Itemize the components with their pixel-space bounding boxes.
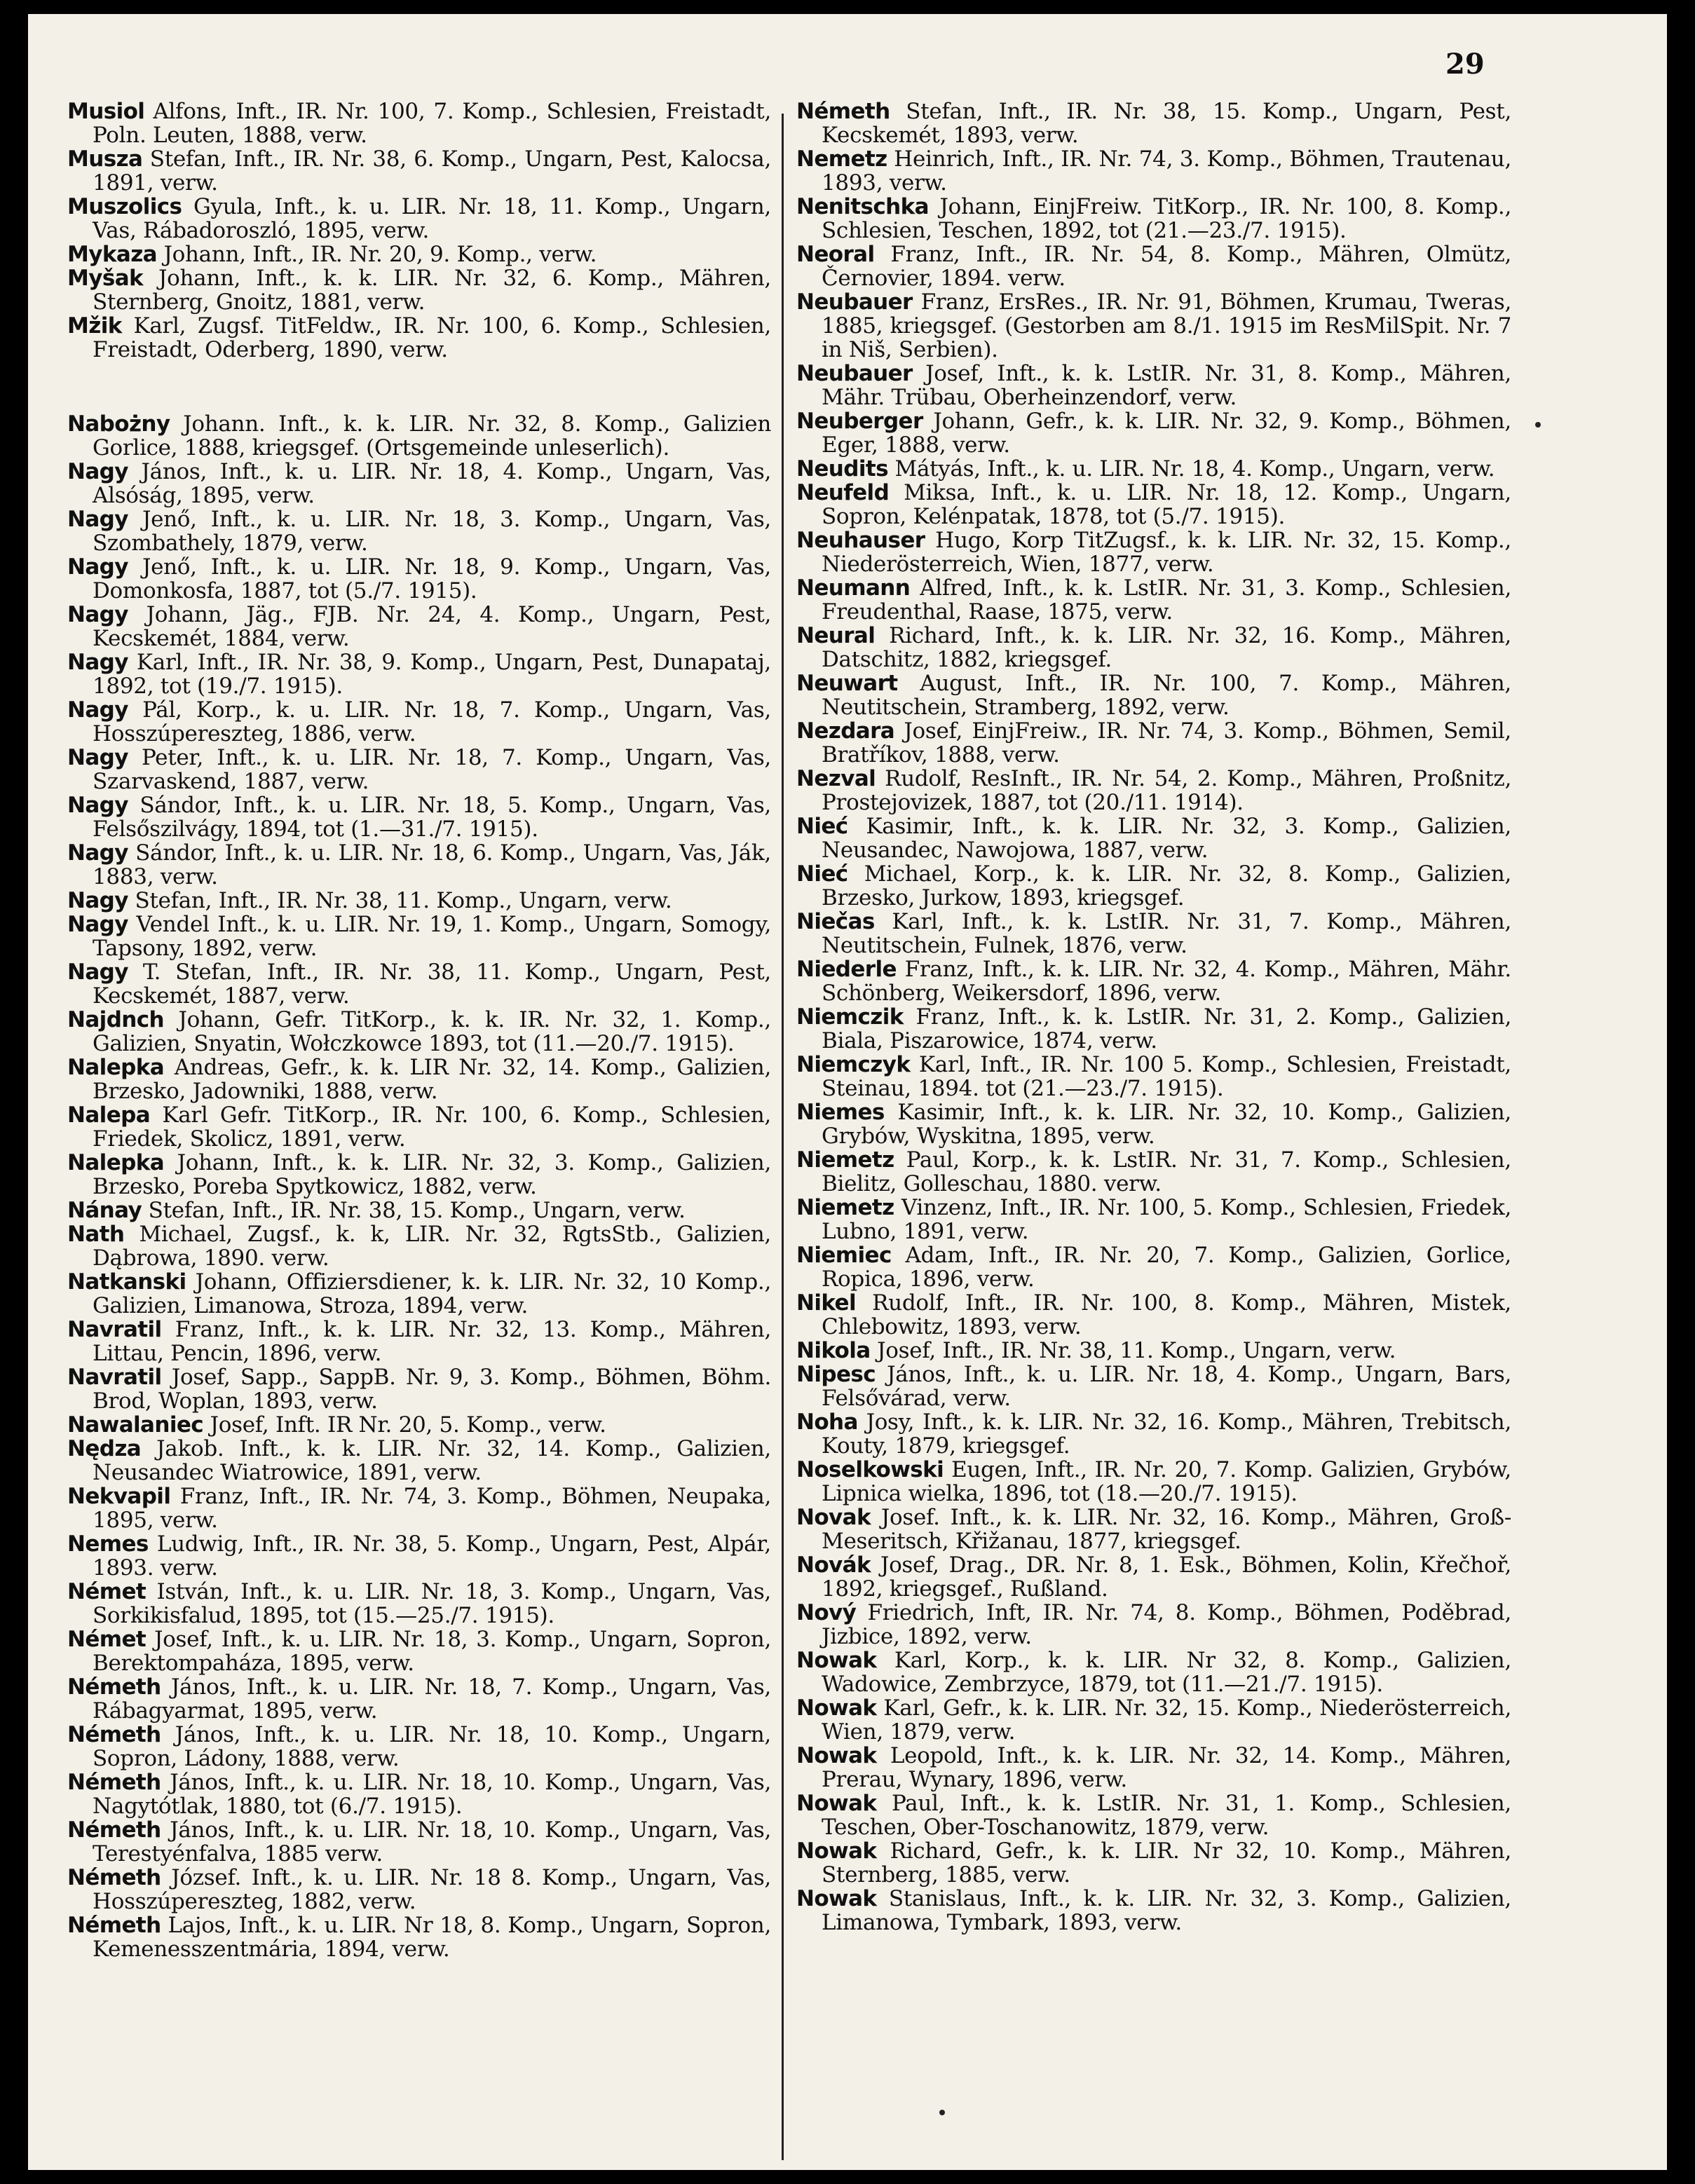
entry-details: T. Stefan, Inft., IR. Nr. 38, 11. Komp., Ungarn, Pest, Kecskemét, 1887, verw. bbox=[93, 960, 771, 1009]
entry-details: Lajos, Inft., k. u. LIR. Nr 18, 8. Komp., Ungarn, Sopron, Kemenesszentmária, 1894, verw. bbox=[93, 1913, 771, 1962]
entry-surname: Niečas bbox=[796, 909, 875, 934]
entry-surname: Neufeld bbox=[796, 480, 890, 505]
list-entry bbox=[67, 650, 771, 698]
entry-details: Josef, Inft., k. k. LstIR. Nr. 31, 8. Komp., Mähren, Mähr. Trübau, Oberheinzendorf, verw. bbox=[822, 361, 1511, 410]
list-entry bbox=[796, 671, 1511, 719]
list-entry bbox=[67, 1056, 771, 1103]
entry-surname: Nagy bbox=[67, 507, 128, 532]
entry-surname: Novak bbox=[796, 1505, 871, 1530]
entry-surname: Nenitschka bbox=[796, 194, 929, 219]
entry-surname: Nowak bbox=[796, 1695, 877, 1721]
entry-surname: Nagy bbox=[67, 554, 128, 580]
entry-details: Rudolf, Inft., IR. Nr. 100, 8. Komp., Mähren, Mistek, Chlebowitz, 1893, verw. bbox=[822, 1290, 1511, 1339]
entry-surname: Nagy bbox=[67, 888, 128, 913]
list-entry bbox=[796, 147, 1511, 195]
entry-details: János, Inft., k. u. LIR. Nr. 18, 4. Komp., Ungarn, Vas, Alsóság, 1895, verw. bbox=[93, 459, 771, 508]
entry-details: Gyula, Inft., k. u. LIR. Nr. 18, 11. Komp., Ungarn, Vas, Rábadoroszló, 1895, verw. bbox=[93, 194, 771, 243]
entry-surname: Niemczyk bbox=[796, 1052, 911, 1077]
entry-details: Johann, Jäg., FJB. Nr. 24, 4. Komp., Ungarn, Pest, Kecskemét, 1884, verw. bbox=[93, 602, 772, 651]
entry-surname: Nabożny bbox=[67, 411, 170, 437]
entry-details: Mátyás, Inft., k. u. LIR. Nr. 18, 4. Komp., Ungarn, verw. bbox=[894, 456, 1495, 482]
list-entry bbox=[67, 698, 771, 746]
entry-surname: Mžik bbox=[67, 313, 122, 339]
entry-surname: Nowak bbox=[796, 1838, 877, 1864]
entry-details: József. Inft., k. u. LIR. Nr. 18 8. Komp., Ungarn, Vas, Hosszúpereszteg, 1882, verw. bbox=[93, 1865, 771, 1914]
entry-details: Josef. Inft., k. k. LIR. Nr. 32, 16. Komp., Mähren, Groß-Meseritsch, Křižanau, 1877, kriegsgef. bbox=[822, 1505, 1511, 1554]
entry-details: Paul, Korp., k. k. LstIR. Nr. 31, 7. Komp., Schlesien, Bielitz, Golleschau, 1880. verw. bbox=[822, 1147, 1511, 1196]
entry-surname: Nemes bbox=[67, 1531, 149, 1557]
entry-details: Jakob. Inft., k. k. LIR. Nr. 32, 14. Komp., Galizien, Neusandec Wiatrowice, 1891, verw. bbox=[93, 1436, 771, 1485]
entry-surname: Neoral bbox=[796, 242, 875, 267]
list-entry bbox=[796, 362, 1511, 409]
list-entry bbox=[67, 793, 771, 841]
entry-details: Jenő, Inft., k. u. LIR. Nr. 18, 9. Komp., Ungarn, Vas, Domonkosfa, 1887, tot (5./7. 1915). bbox=[93, 554, 771, 603]
entry-surname: Nawalaniec bbox=[67, 1412, 204, 1438]
entry-details: Vendel Inft., k. u. LIR. Nr. 19, 1. Komp., Ungarn, Somogy, Tapsony, 1892, verw. bbox=[93, 912, 772, 961]
column-divider bbox=[782, 114, 784, 2160]
list-entry bbox=[796, 719, 1511, 767]
page-number: 29 bbox=[1445, 48, 1485, 81]
entry-surname: Navratil bbox=[67, 1317, 162, 1342]
entry-surname: Niemiec bbox=[796, 1243, 892, 1268]
entry-details: Johann, EinjFreiw. TitKorp., IR. Nr. 100, 8. Komp., Schlesien, Teschen, 1892, tot (21.—23./7. 1915). bbox=[822, 194, 1511, 243]
list-entry bbox=[67, 1270, 771, 1318]
entry-details: Leopold, Inft., k. k. LIR. Nr. 32, 14. Komp., Mähren, Prerau, Wynary, 1896, verw. bbox=[822, 1743, 1511, 1792]
list-entry bbox=[796, 1363, 1511, 1410]
list-entry bbox=[67, 1913, 771, 1961]
entry-details: Michael, Zugsf., k. k, LIR. Nr. 32, RgtsStb., Galizien, Dąbrowa, 1890. verw. bbox=[93, 1222, 771, 1271]
list-entry bbox=[796, 100, 1511, 147]
list-entry bbox=[67, 1365, 771, 1413]
list-entry bbox=[796, 528, 1511, 576]
entry-list-n bbox=[67, 412, 771, 1961]
list-entry bbox=[67, 960, 771, 1008]
entry-details: Karl, Inft., k. k. LstIR. Nr. 31, 7. Komp., Mähren, Neutitschein, Fulnek, 1876, verw. bbox=[822, 909, 1511, 958]
list-entry bbox=[796, 243, 1511, 290]
entry-details: János, Inft., k. u. LIR. Nr. 18, 4. Komp., Ungarn, Bars, Felsővárad, verw. bbox=[822, 1362, 1512, 1411]
entry-details: János, Inft., k. u. LIR. Nr. 18, 10. Komp., Ungarn, Sopron, Ládony, 1888, verw. bbox=[93, 1722, 771, 1771]
list-entry bbox=[67, 1866, 771, 1913]
list-entry bbox=[796, 1887, 1511, 1934]
entry-details: Karl, Korp., k. k. LIR. Nr 32, 8. Komp., Galizien, Wadowice, Zembrzyce, 1879, tot (11.—21./7. 1915). bbox=[822, 1648, 1512, 1697]
entry-details: Eugen, Inft., IR. Nr. 20, 7. Komp. Galizien, Grybów, Lipnica wielka, 1896, tot (18.—20./7. 1915). bbox=[822, 1457, 1511, 1506]
entry-surname: Niemczik bbox=[796, 1004, 904, 1030]
entry-surname: Noha bbox=[796, 1410, 858, 1435]
entry-surname: Niemes bbox=[796, 1100, 885, 1125]
list-entry bbox=[796, 576, 1511, 624]
list-entry bbox=[796, 1649, 1511, 1696]
entry-surname: Myšak bbox=[67, 266, 144, 291]
list-entry bbox=[796, 1005, 1511, 1053]
list-entry bbox=[796, 195, 1511, 243]
entry-details: Heinrich, Inft., IR. Nr. 74, 3. Komp., Böhmen, Trautenau, 1893, verw. bbox=[822, 146, 1512, 196]
entry-surname: Nagy bbox=[67, 697, 128, 723]
list-entry bbox=[796, 290, 1511, 362]
entry-surname: Németh bbox=[67, 1770, 161, 1795]
entry-details: Franz, Inft., k. k. LIR. Nr. 32, 13. Komp., Mähren, Littau, Pencin, 1896, verw. bbox=[93, 1317, 771, 1366]
entry-surname: Niemetz bbox=[796, 1195, 894, 1220]
list-entry bbox=[67, 889, 771, 913]
entry-details: Karl, Zugsf. TitFeldw., IR. Nr. 100, 6. Komp., Schlesien, Freistadt, Oderberg, 1890, verw. bbox=[93, 313, 771, 362]
list-entry bbox=[67, 1485, 771, 1532]
entry-surname: Neubauer bbox=[796, 289, 913, 315]
entry-surname: Nikel bbox=[796, 1290, 857, 1316]
entry-surname: Nalepka bbox=[67, 1055, 165, 1080]
list-entry bbox=[796, 862, 1511, 910]
list-entry bbox=[67, 603, 771, 650]
entry-details: Josy, Inft., k. k. LIR. Nr. 32, 16. Komp., Mähren, Trebitsch, Kouty, 1879, kriegsgef. bbox=[822, 1410, 1511, 1459]
list-entry bbox=[67, 412, 771, 460]
entry-surname: Nezdara bbox=[796, 718, 895, 744]
list-entry bbox=[67, 147, 771, 195]
entry-details: Ludwig, Inft., IR. Nr. 38, 5. Komp., Ungarn, Pest, Alpár, 1893. verw. bbox=[93, 1531, 771, 1581]
entry-details: Friedrich, Inft, IR. Nr. 74, 8. Komp., Böhmen, Poděbrad, Jizbice, 1892, verw. bbox=[822, 1600, 1511, 1649]
list-entry bbox=[796, 1100, 1511, 1148]
list-entry bbox=[67, 1770, 771, 1818]
entry-surname: Neural bbox=[796, 623, 876, 648]
entry-surname: Nieć bbox=[796, 861, 848, 887]
list-entry bbox=[796, 1696, 1511, 1744]
list-entry bbox=[796, 457, 1511, 481]
list-entry bbox=[67, 507, 771, 555]
entry-surname: Neumann bbox=[796, 575, 911, 601]
entry-surname: Neudits bbox=[796, 456, 888, 482]
list-entry bbox=[67, 100, 771, 147]
list-entry bbox=[67, 1103, 771, 1151]
entry-details: Johann, Inft., k. k. LIR. Nr. 32, 6. Komp., Mähren, Sternberg, Gnoitz, 1881, verw. bbox=[93, 266, 771, 315]
entry-surname: Nowak bbox=[796, 1743, 877, 1768]
list-entry bbox=[796, 1553, 1511, 1601]
entry-details: Johann, Gefr. TitKorp., k. k. IR. Nr. 32, 1. Komp., Galizien, Snyatin, Wołczkowce 1893, tot (11.—20./7. 1915). bbox=[93, 1007, 771, 1056]
entry-surname: Musza bbox=[67, 146, 143, 172]
entry-surname: Nový bbox=[796, 1600, 857, 1625]
entry-details: Paul, Inft., k. k. LstIR. Nr. 31, 1. Komp., Schlesien, Teschen, Ober-Toschanowitz, 1879, verw. bbox=[822, 1791, 1511, 1840]
list-entry bbox=[796, 481, 1511, 528]
list-entry bbox=[796, 1053, 1511, 1100]
entry-details: Stanislaus, Inft., k. k. LIR. Nr. 32, 3. Komp., Galizien, Limanowa, Tymbark, 1893, verw. bbox=[822, 1886, 1511, 1935]
list-entry bbox=[796, 1196, 1511, 1243]
entry-details: Miksa, Inft., k. u. LIR. Nr. 18, 12. Komp., Ungarn, Sopron, Kelénpatak, 1878, tot (5./7. 1915). bbox=[822, 480, 1511, 529]
list-entry bbox=[67, 195, 771, 243]
entry-details: Johann, Inft., IR. Nr. 20, 9. Komp., verw. bbox=[163, 242, 597, 267]
list-entry bbox=[67, 1199, 771, 1222]
entry-details: Franz, Inft., IR. Nr. 54, 8. Komp., Mähren, Olmütz, Černovier, 1894. verw. bbox=[822, 242, 1511, 291]
list-entry bbox=[796, 814, 1511, 862]
entry-surname: Németh bbox=[67, 1722, 161, 1747]
entry-surname: Neubauer bbox=[796, 361, 913, 386]
entry-surname: Nemetz bbox=[796, 146, 887, 172]
entry-surname: Najdnch bbox=[67, 1007, 164, 1032]
entry-details: Stefan, Inft., IR. Nr. 38, 15. Komp., Ungarn, verw. bbox=[148, 1198, 686, 1223]
entry-surname: Nowak bbox=[796, 1648, 877, 1673]
list-entry bbox=[67, 1580, 771, 1627]
entry-surname: Neuhauser bbox=[796, 528, 925, 553]
entry-surname: Neuwart bbox=[796, 671, 898, 696]
entry-details: János, Inft., k. u. LIR. Nr. 18, 7. Komp., Ungarn, Vas, Rábagyarmat, 1895, verw. bbox=[93, 1674, 771, 1724]
entry-surname: Németh bbox=[67, 1674, 161, 1700]
list-entry bbox=[67, 913, 771, 960]
entry-surname: Noselkowski bbox=[796, 1457, 944, 1482]
entry-details: Michael, Korp., k. k. LIR. Nr. 32, 8. Komp., Galizien, Brzesko, Jurkow, 1893, kriegsgef. bbox=[822, 861, 1511, 910]
entry-details: Johann, Offiziersdiener, k. k. LIR. Nr. 32, 10 Komp., Galizien, Limanowa, Stroza, 1894, verw. bbox=[93, 1269, 771, 1318]
entry-details: Franz, Inft., k. k. LstIR. Nr. 31, 2. Komp., Galizien, Biala, Piszarowice, 1874, verw. bbox=[822, 1004, 1511, 1053]
entry-surname: Niederle bbox=[796, 957, 897, 982]
entry-surname: Nieć bbox=[796, 814, 848, 839]
entry-details: Franz, Inft., IR. Nr. 74, 3. Komp., Böhmen, Neupaka, 1895, verw. bbox=[93, 1484, 772, 1533]
entry-details: János, Inft., k. u. LIR. Nr. 18, 10. Komp., Ungarn, Vas, Terestyénfalva, 1885 verw. bbox=[93, 1817, 771, 1866]
right-column bbox=[796, 100, 1511, 1934]
entry-details: Rudolf, ResInft., IR. Nr. 54, 2. Komp., Mähren, Proßnitz, Prostejovizek, 1887, tot (20./11. 1914). bbox=[822, 766, 1511, 815]
entry-details: Sándor, Inft., k. u. LIR. Nr. 18, 5. Komp., Ungarn, Vas, Felsőszilvágy, 1894, tot (1.—31./7. 1915). bbox=[93, 793, 771, 842]
list-entry bbox=[796, 1410, 1511, 1458]
list-entry bbox=[796, 1506, 1511, 1553]
entry-surname: Nekvapil bbox=[67, 1484, 171, 1509]
entry-details: Stefan, Inft., IR. Nr. 38, 6. Komp., Ungarn, Pest, Kalocsa, 1891, verw. bbox=[93, 146, 771, 196]
entry-surname: Navratil bbox=[67, 1365, 162, 1390]
list-entry bbox=[67, 1151, 771, 1199]
entry-details: Franz, ErsRes., IR. Nr. 91, Böhmen, Krumau, Tweras, 1885, kriegsgef. (Gestorben am 8./1. 1915 im ResMilSpit. Nr. 7 in Niš, Serbien). bbox=[822, 289, 1511, 362]
entry-details: Kasimir, Inft., k. k. LIR. Nr. 32, 10. Komp., Galizien, Grybów, Wyskitna, 1895, verw. bbox=[822, 1100, 1511, 1149]
entry-details: János, Inft., k. u. LIR. Nr. 18, 10. Komp., Ungarn, Vas, Nagytótlak, 1880, tot (6./7. 1915). bbox=[93, 1770, 771, 1819]
entry-surname: Nalepka bbox=[67, 1150, 165, 1175]
entry-details: Sándor, Inft., k. u. LIR. Nr. 18, 6. Komp., Ungarn, Vas, Ják, 1883, verw. bbox=[93, 840, 771, 889]
entry-surname: Nowak bbox=[796, 1886, 877, 1911]
entry-details: Kasimir, Inft., k. k. LIR. Nr. 32, 3. Komp., Galizien, Neusandec, Nawojowa, 1887, verw. bbox=[822, 814, 1511, 863]
list-entry bbox=[796, 409, 1511, 457]
list-entry bbox=[67, 555, 771, 603]
entry-details: Jenő, Inft., k. u. LIR. Nr. 18, 3. Komp., Ungarn, Vas, Szombathely, 1879, verw. bbox=[93, 507, 771, 556]
entry-details: Andreas, Gefr., k. k. LIR Nr. 32, 14. Komp., Galizien, Brzesko, Jadowniki, 1888, verw. bbox=[93, 1055, 771, 1104]
list-entry bbox=[796, 1243, 1511, 1291]
list-entry bbox=[796, 1148, 1511, 1196]
entry-surname: Nikola bbox=[796, 1338, 871, 1363]
entry-surname: Nagy bbox=[67, 745, 128, 770]
entry-details: Johann, Gefr., k. k. LIR. Nr. 32, 9. Komp., Böhmen, Eger, 1888, verw. bbox=[822, 409, 1511, 458]
list-entry bbox=[67, 243, 771, 266]
entry-surname: Musiol bbox=[67, 99, 145, 124]
entry-surname: Németh bbox=[67, 1817, 161, 1843]
list-entry bbox=[67, 1008, 771, 1056]
entry-details: Karl, Inft., IR. Nr. 100 5. Komp., Schlesien, Freistadt, Steinau, 1894. tot (21.—23./7. 1915). bbox=[822, 1052, 1511, 1101]
list-entry bbox=[67, 1723, 771, 1770]
entry-details: Vinzenz, Inft., IR. Nr. 100, 5. Komp., Schlesien, Friedek, Lubno, 1891, verw. bbox=[822, 1195, 1512, 1244]
list-entry bbox=[796, 767, 1511, 814]
entry-details: Stefan, Inft., IR. Nr. 38, 15. Komp., Ungarn, Pest, Kecskemét, 1893, verw. bbox=[822, 99, 1511, 148]
entry-surname: Nagy bbox=[67, 912, 128, 937]
entry-details: Franz, Inft., k. k. LIR. Nr. 32, 4. Komp., Mähren, Mähr. Schönberg, Weikersdorf, 1896, verw. bbox=[822, 957, 1511, 1006]
entry-surname: Nipesc bbox=[796, 1362, 876, 1387]
list-entry bbox=[67, 746, 771, 793]
entry-surname: Neuberger bbox=[796, 409, 923, 434]
entry-surname: Nezval bbox=[796, 766, 876, 791]
entry-details: Pál, Korp., k. u. LIR. Nr. 18, 7. Komp., Ungarn, Vas, Hosszúpereszteg, 1886, verw. bbox=[93, 697, 771, 746]
list-entry bbox=[67, 1627, 771, 1675]
entry-surname: Németh bbox=[796, 99, 890, 124]
entry-surname: Nowak bbox=[796, 1791, 877, 1816]
list-entry bbox=[67, 1532, 771, 1580]
list-entry bbox=[67, 1818, 771, 1866]
list-entry bbox=[67, 841, 771, 889]
entry-details: Johann, Inft., k. k. LIR. Nr. 32, 3. Komp., Galizien, Brzesko, Poreba Spytkowicz, 1882, verw. bbox=[93, 1150, 771, 1199]
list-entry bbox=[796, 957, 1511, 1005]
entry-list-m bbox=[67, 100, 771, 362]
entry-surname: Novák bbox=[796, 1552, 871, 1578]
left-column bbox=[67, 100, 771, 1961]
entry-surname: Muszolics bbox=[67, 194, 182, 219]
entry-details: Josef, Inft. IR Nr. 20, 5. Komp., verw. bbox=[210, 1412, 606, 1438]
entry-surname: Nagy bbox=[67, 650, 128, 675]
entry-surname: Nędza bbox=[67, 1436, 142, 1461]
list-entry bbox=[67, 314, 771, 362]
entry-details: Richard, Inft., k. k. LIR. Nr. 32, 16. Komp., Mähren, Datschitz, 1882, kriegsgef. bbox=[822, 623, 1511, 672]
list-entry bbox=[67, 266, 771, 314]
entry-details: Josef, Inft., IR. Nr. 38, 11. Komp., Ungarn, verw. bbox=[877, 1338, 1396, 1363]
entry-surname: Nalepa bbox=[67, 1103, 151, 1128]
entry-details: Richard, Gefr., k. k. LIR. Nr 32, 10. Komp., Mähren, Sternberg, 1885, verw. bbox=[822, 1838, 1511, 1888]
list-entry bbox=[796, 624, 1511, 671]
entry-details: Stefan, Inft., IR. Nr. 38, 11. Komp., Ungarn, verw. bbox=[135, 888, 672, 913]
entry-details: Karl Gefr. TitKorp., IR. Nr. 100, 6. Komp., Schlesien, Friedek, Skolicz, 1891, verw. bbox=[93, 1103, 771, 1152]
entry-surname: Németh bbox=[67, 1913, 161, 1938]
entry-surname: Niemetz bbox=[796, 1147, 894, 1173]
list-entry bbox=[796, 1791, 1511, 1839]
entry-details: Hugo, Korp TitZugsf., k. k. LIR. Nr. 32, 15. Komp., Niederösterreich, Wien, 1877, verw. bbox=[822, 528, 1511, 577]
list-entry bbox=[796, 1291, 1511, 1339]
list-entry bbox=[67, 460, 771, 507]
entry-details: Josef, Drag., DR. Nr. 8, 1. Esk., Böhmen, Kolin, Křečhoř, 1892, kriegsgef., Rußland. bbox=[822, 1552, 1511, 1602]
list-entry bbox=[796, 1458, 1511, 1506]
entry-details: August, Inft., IR. Nr. 100, 7. Komp., Mähren, Neutitschein, Stramberg, 1892, verw. bbox=[822, 671, 1511, 720]
entry-surname: Német bbox=[67, 1579, 147, 1604]
entry-details: Josef, Sapp., SappB. Nr. 9, 3. Komp., Böhmen, Böhm. Brod, Woplan, 1893, verw. bbox=[93, 1365, 771, 1414]
entry-surname: Német bbox=[67, 1627, 147, 1652]
list-entry bbox=[67, 1318, 771, 1365]
entry-surname: Nagy bbox=[67, 459, 128, 484]
list-entry bbox=[796, 1339, 1511, 1363]
entry-surname: Nagy bbox=[67, 960, 128, 985]
list-entry bbox=[796, 910, 1511, 957]
entry-details: Josef, Inft., k. u. LIR. Nr. 18, 3. Komp., Ungarn, Sopron, Berektompaháza, 1895, verw. bbox=[93, 1627, 771, 1676]
list-entry bbox=[796, 1601, 1511, 1649]
entry-surname: Nagy bbox=[67, 793, 128, 818]
list-entry bbox=[67, 1222, 771, 1270]
entry-surname: Németh bbox=[67, 1865, 161, 1890]
entry-surname: Nagy bbox=[67, 602, 128, 627]
entry-details: István, Inft., k. u. LIR. Nr. 18, 3. Komp., Ungarn, Vas, Sorkikisfalud, 1895, tot (15.—25./7. 1915). bbox=[93, 1579, 771, 1628]
section-gap bbox=[67, 362, 771, 412]
entry-surname: Nath bbox=[67, 1222, 125, 1247]
entry-details: Adam, Inft., IR. Nr. 20, 7. Komp., Galizien, Gorlice, Ropica, 1896, verw. bbox=[822, 1243, 1511, 1292]
entry-details: Johann. Inft., k. k. LIR. Nr. 32, 8. Komp., Galizien Gorlice, 1888, kriegsgef. (Ortsgemeinde unleserlich). bbox=[93, 411, 771, 460]
entry-surname: Nánay bbox=[67, 1198, 142, 1223]
entry-surname: Nagy bbox=[67, 840, 128, 866]
entry-surname: Natkanski bbox=[67, 1269, 186, 1295]
list-entry bbox=[796, 1839, 1511, 1887]
print-speck bbox=[939, 2110, 945, 2115]
entry-details: Josef, EinjFreiw., IR. Nr. 74, 3. Komp., Böhmen, Semil, Bratříkov, 1888, verw. bbox=[822, 718, 1511, 767]
list-entry bbox=[67, 1675, 771, 1723]
list-entry bbox=[796, 1744, 1511, 1791]
list-entry bbox=[67, 1413, 771, 1437]
list-entry bbox=[67, 1437, 771, 1485]
entry-details: Alfons, Inft., IR. Nr. 100, 7. Komp., Schlesien, Freistadt, Poln. Leuten, 1888, verw. bbox=[93, 99, 771, 148]
entry-details: Alfred, Inft., k. k. LstIR. Nr. 31, 3. Komp., Schlesien, Freudenthal, Raase, 1875, verw. bbox=[822, 575, 1511, 625]
document-page bbox=[28, 14, 1667, 2170]
entry-details: Karl, Gefr., k. k. LIR. Nr. 32, 15. Komp., Niederösterreich, Wien, 1879, verw. bbox=[822, 1695, 1512, 1745]
entry-details: Peter, Inft., k. u. LIR. Nr. 18, 7. Komp., Ungarn, Vas, Szarvaskend, 1887, verw. bbox=[93, 745, 771, 794]
entry-details: Karl, Inft., IR. Nr. 38, 9. Komp., Ungarn, Pest, Dunapataj, 1892, tot (19./7. 1915). bbox=[93, 650, 771, 699]
entry-surname: Mykaza bbox=[67, 242, 157, 267]
print-speck bbox=[1535, 422, 1541, 428]
